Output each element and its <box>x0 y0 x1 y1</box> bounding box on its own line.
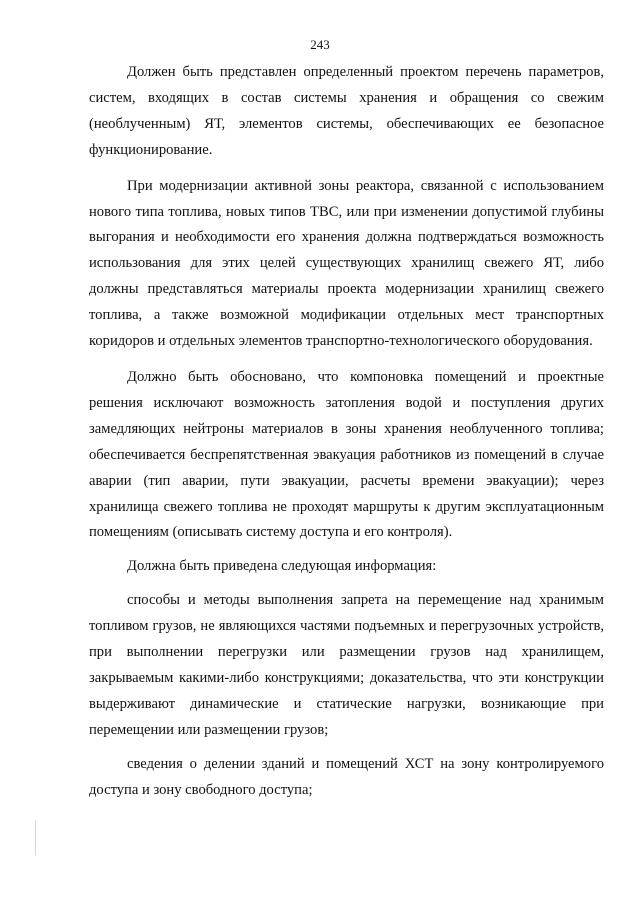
paragraph-load-movement: способы и методы выполнения запрета на перемещение над хранимым топливом грузов, не являющихся частями подъемных и перегрузочных устройств, при выполнении перегрузки или размещении грузов над хранилищем, закрываемым какими-либо конструкциями; доказательства, что эти конструкции выдерживают динамические и статические нагрузки, возникающие при перемещении или размещении грузов; <box>89 592 604 738</box>
document-body <box>89 60 604 803</box>
paragraph-core-modernization: При модернизации активной зоны реактора, связанной с использованием нового типа топлива, новых типов ТВС, или при изменении допустимой глубины выгорания и необходимости его хранения должна подтверждаться возможность использования для этих целей существующих хранилищ свежего ЯТ, либо должны представляться материалы проекта модернизации хранилищ свежего топлива, а также возможной модификации отдельных мест транспортных коридоров и отдельных элементов транспортно-технологического оборудования. <box>89 177 604 350</box>
scan-artifact-line <box>35 820 36 855</box>
paragraph-layout-justification: Должно быть обосновано, что компоновка помещений и проектные решения исключают возможность затопления водой и поступления других замедляющих нейтроны материалов в зоны хранения необлученного топлива; обеспечивается беспрепятственная эвакуация работников из помещений в случае аварии (тип аварии, пути эвакуации, расчеты времени эвакуации); через хранилища свежего топлива не проходят маршруты к другим эксплуатационным помещениям (описывать систему доступа и его контроля). <box>89 368 604 541</box>
paragraph-parameters-list: Должен быть представлен определенный проектом перечень параметров, систем, входящих в состав системы хранения и обращения со свежим (необлученным) ЯТ, элементов системы, обеспечивающих ее безопасное функционирование. <box>89 64 604 158</box>
paragraph-information-required: Должна быть приведена следующая информация: <box>127 558 437 575</box>
paragraph-access-zones: сведения о делении зданий и помещений ХСТ на зону контролируемого доступа и зону свободного доступа; <box>89 755 604 798</box>
page-number: 243 <box>310 37 330 52</box>
